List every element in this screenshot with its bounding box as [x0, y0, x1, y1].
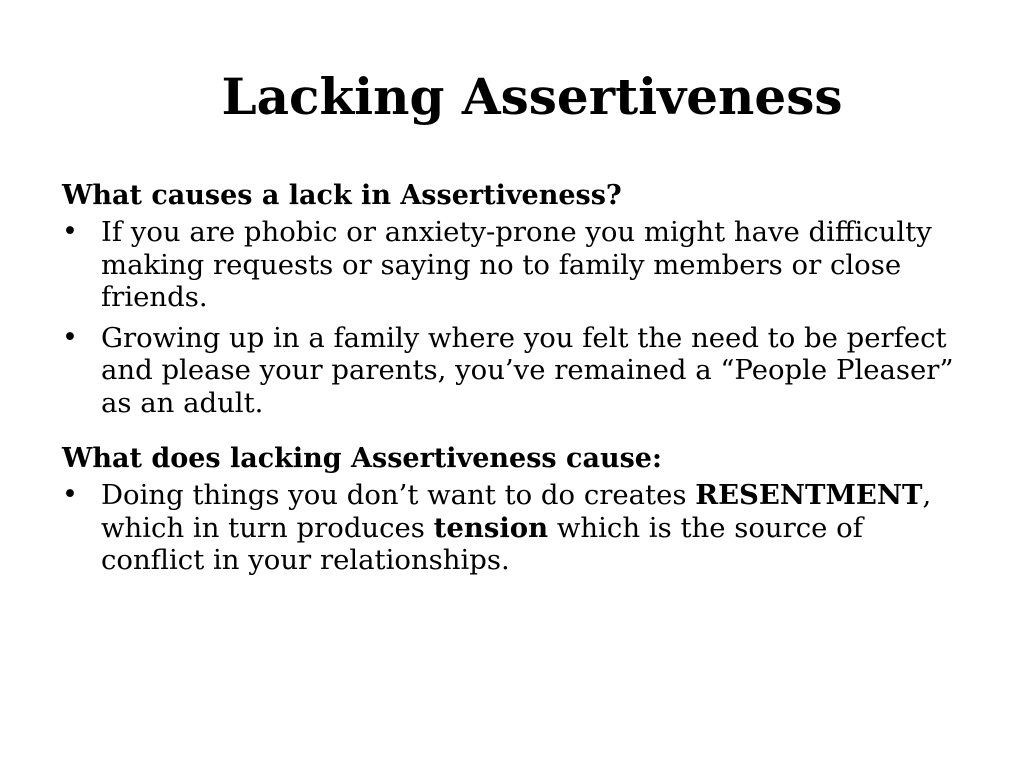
list-item — [62, 216, 962, 314]
bullet-text-part: which is the source of conflict in your relationships. — [101, 511, 863, 576]
section-heading-causes: What causes a lack in Assertiveness? — [62, 180, 622, 211]
list-item — [62, 322, 962, 420]
bullet-icon: • — [62, 321, 78, 353]
bullet-icon: • — [62, 479, 78, 510]
bullet-text: If you are phobic or anxiety-prone you might have difficulty making requests or saying no to family members or close friends. — [101, 216, 932, 313]
bullet-text-part: , which in turn produces — [101, 479, 932, 544]
slide-title: Lacking Assertiveness — [221, 67, 843, 126]
emphasis-resentment: RESENTMENT — [695, 479, 923, 511]
causes-bullet-list — [62, 216, 962, 419]
slide-body — [62, 178, 962, 585]
bullet-icon: • — [62, 216, 78, 247]
bullet-text-part: Doing things you don’t want to do creates — [101, 479, 687, 511]
bullet-text: Growing up in a family where you felt the need to be perfect and please your parents, you’ve remained a “People Pleaser” as an adult. — [101, 321, 954, 419]
effects-bullet-list — [62, 479, 962, 577]
emphasis-tension: tension — [433, 511, 549, 544]
section-heading-effects: What does lacking Assertiveness cause: — [62, 443, 662, 474]
list-item — [62, 479, 962, 577]
